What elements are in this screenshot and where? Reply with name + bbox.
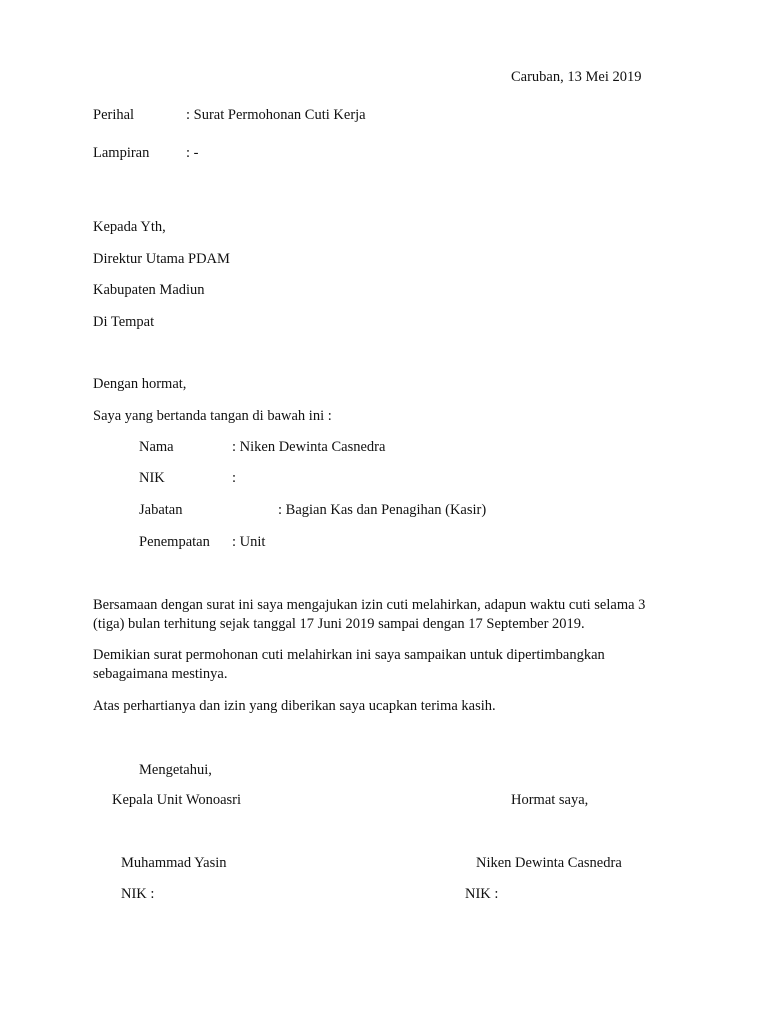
salutation: Dengan hormat, (93, 376, 187, 392)
lampiran-label: Lampiran (93, 145, 150, 161)
field-value-penempatan: : Unit (232, 534, 266, 550)
recipient-title: Direktur Utama PDAM (93, 251, 230, 267)
left-signer-title: Kepala Unit Wonoasri (112, 792, 242, 808)
field-value-nama: : Niken Dewinta Casnedra (232, 439, 386, 455)
field-label-nik: NIK (139, 470, 165, 486)
paragraph-request: Bersamaan dengan surat ini saya mengajukan izin cuti melahirkan, adapun waktu cuti selama 3 (tiga) bulan terhitung sejak tanggal 17 Juni 2019 sampai dengan 17 September 2019. (93, 597, 646, 632)
field-label-nama: Nama (139, 439, 174, 455)
right-signer-title: Hormat saya, (511, 792, 589, 808)
intro-line: Saya yang bertanda tangan di bawah ini : (93, 408, 332, 424)
perihal-value: : Surat Permohonan Cuti Kerja (186, 107, 366, 123)
acknowledged-label: Mengetahui, (139, 762, 212, 778)
paragraph-closing: Demikian surat permohonan cuti melahirkan ini saya sampaikan untuk dipertimbangkan sebagaimana mestinya. (93, 647, 605, 682)
field-value-jabatan: : Bagian Kas dan Penagihan (Kasir) (278, 502, 487, 518)
field-label-penempatan: Penempatan (139, 534, 210, 550)
left-signer-nik: NIK : (121, 886, 155, 902)
right-signer-nik: NIK : (465, 886, 499, 902)
field-label-jabatan: Jabatan (139, 502, 183, 518)
recipient-greeting: Kepada Yth, (93, 219, 166, 235)
left-signer-name: Muhammad Yasin (121, 855, 227, 871)
lampiran-value: : - (186, 145, 199, 161)
field-value-nik: : (232, 470, 237, 486)
paragraph-thanks: Atas perhartianya dan izin yang diberikan saya ucapkan terima kasih. (93, 698, 496, 714)
perihal-label: Perihal (93, 107, 135, 123)
right-signer-name: Niken Dewinta Casnedra (476, 855, 622, 871)
recipient-place: Di Tempat (93, 314, 155, 330)
place-date: Caruban, 13 Mei 2019 (511, 69, 642, 85)
recipient-region: Kabupaten Madiun (93, 282, 205, 298)
